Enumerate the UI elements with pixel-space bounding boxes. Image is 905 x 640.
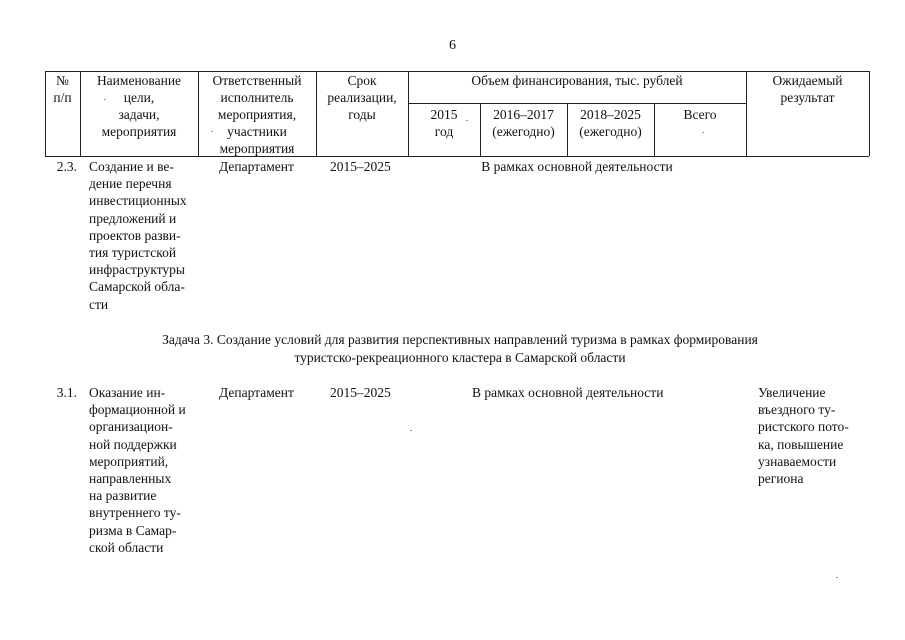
header-num: № п/п xyxy=(53,73,72,105)
scan-speck xyxy=(211,131,213,132)
row-term: 2015–2025 xyxy=(330,159,391,174)
header-divider xyxy=(869,71,870,156)
header-fin-2015: 2015 год xyxy=(430,107,458,139)
header-term: Срок реализации, годы xyxy=(327,73,397,122)
row-executor: Департамент xyxy=(219,385,294,400)
scan-speck xyxy=(410,430,412,431)
scan-speck xyxy=(702,132,704,133)
scan-speck xyxy=(104,99,106,100)
row-finance: В рамках основной деятельности xyxy=(472,385,664,400)
row-number: 2.3. xyxy=(56,159,77,174)
header-bottom-border xyxy=(45,156,869,157)
header-fin-2016-2017: 2016–2017 (ежегодно) xyxy=(492,107,555,139)
header-fin-total: Всего xyxy=(683,107,717,122)
scan-speck xyxy=(836,577,838,578)
finance-subheader-border xyxy=(408,103,746,104)
row-result: Увеличение въездного ту- ристского пото- ка, повышение узнаваемости региона xyxy=(758,385,849,487)
row-name: Создание и ве- дение перечня инвестиционных предложений и проектов разви- тия туристской инфраструктуры Самарской обла- сти xyxy=(89,159,187,312)
row-term: 2015–2025 xyxy=(330,385,391,400)
header-finance: Объем финансирования, тыс. рублей xyxy=(471,73,683,88)
task-heading: Задача 3. Создание условий для развития перспективных направлений туризма в рамках формирования туристско-рекреационного кластера в Самарской области xyxy=(162,332,758,365)
header-executor: Ответственный исполнитель мероприятия, участники мероприятия xyxy=(212,73,302,156)
header-fin-2018-2025: 2018–2025 (ежегодно) xyxy=(579,107,642,139)
scan-speck xyxy=(466,120,468,121)
row-executor: Департамент xyxy=(219,159,294,174)
row-number: 3.1. xyxy=(56,385,77,400)
row-finance: В рамках основной деятельности xyxy=(481,159,673,174)
row-name: Оказание ин- формационной и организацион- ной поддержки мероприятий, направленных на развитие внутреннего ту- ризма в Самар- ской области xyxy=(89,385,186,555)
header-result: Ожидаемый результат xyxy=(772,73,843,105)
header-name: Наименование цели, задачи, мероприятия xyxy=(96,73,182,139)
page-number: 6 xyxy=(449,38,456,53)
